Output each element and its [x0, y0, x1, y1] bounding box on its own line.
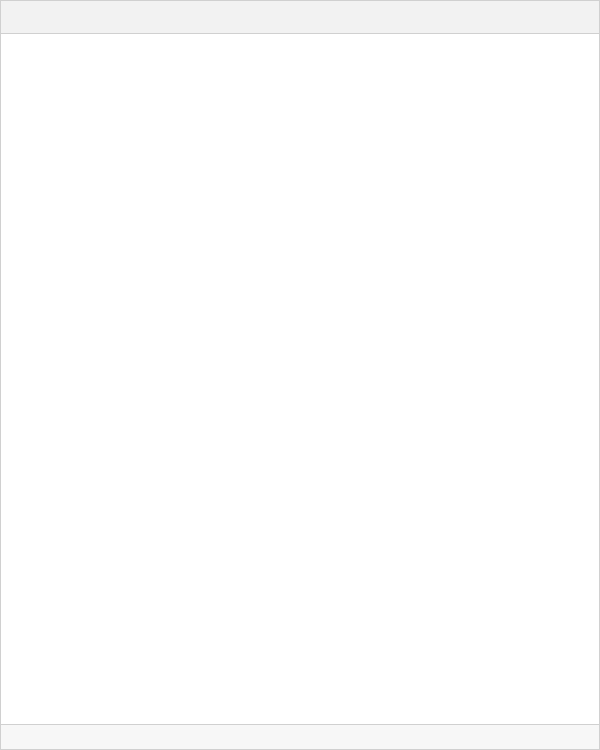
main-content: [1, 34, 599, 724]
status-bar: [1, 724, 599, 749]
title-bar: [1, 1, 599, 34]
